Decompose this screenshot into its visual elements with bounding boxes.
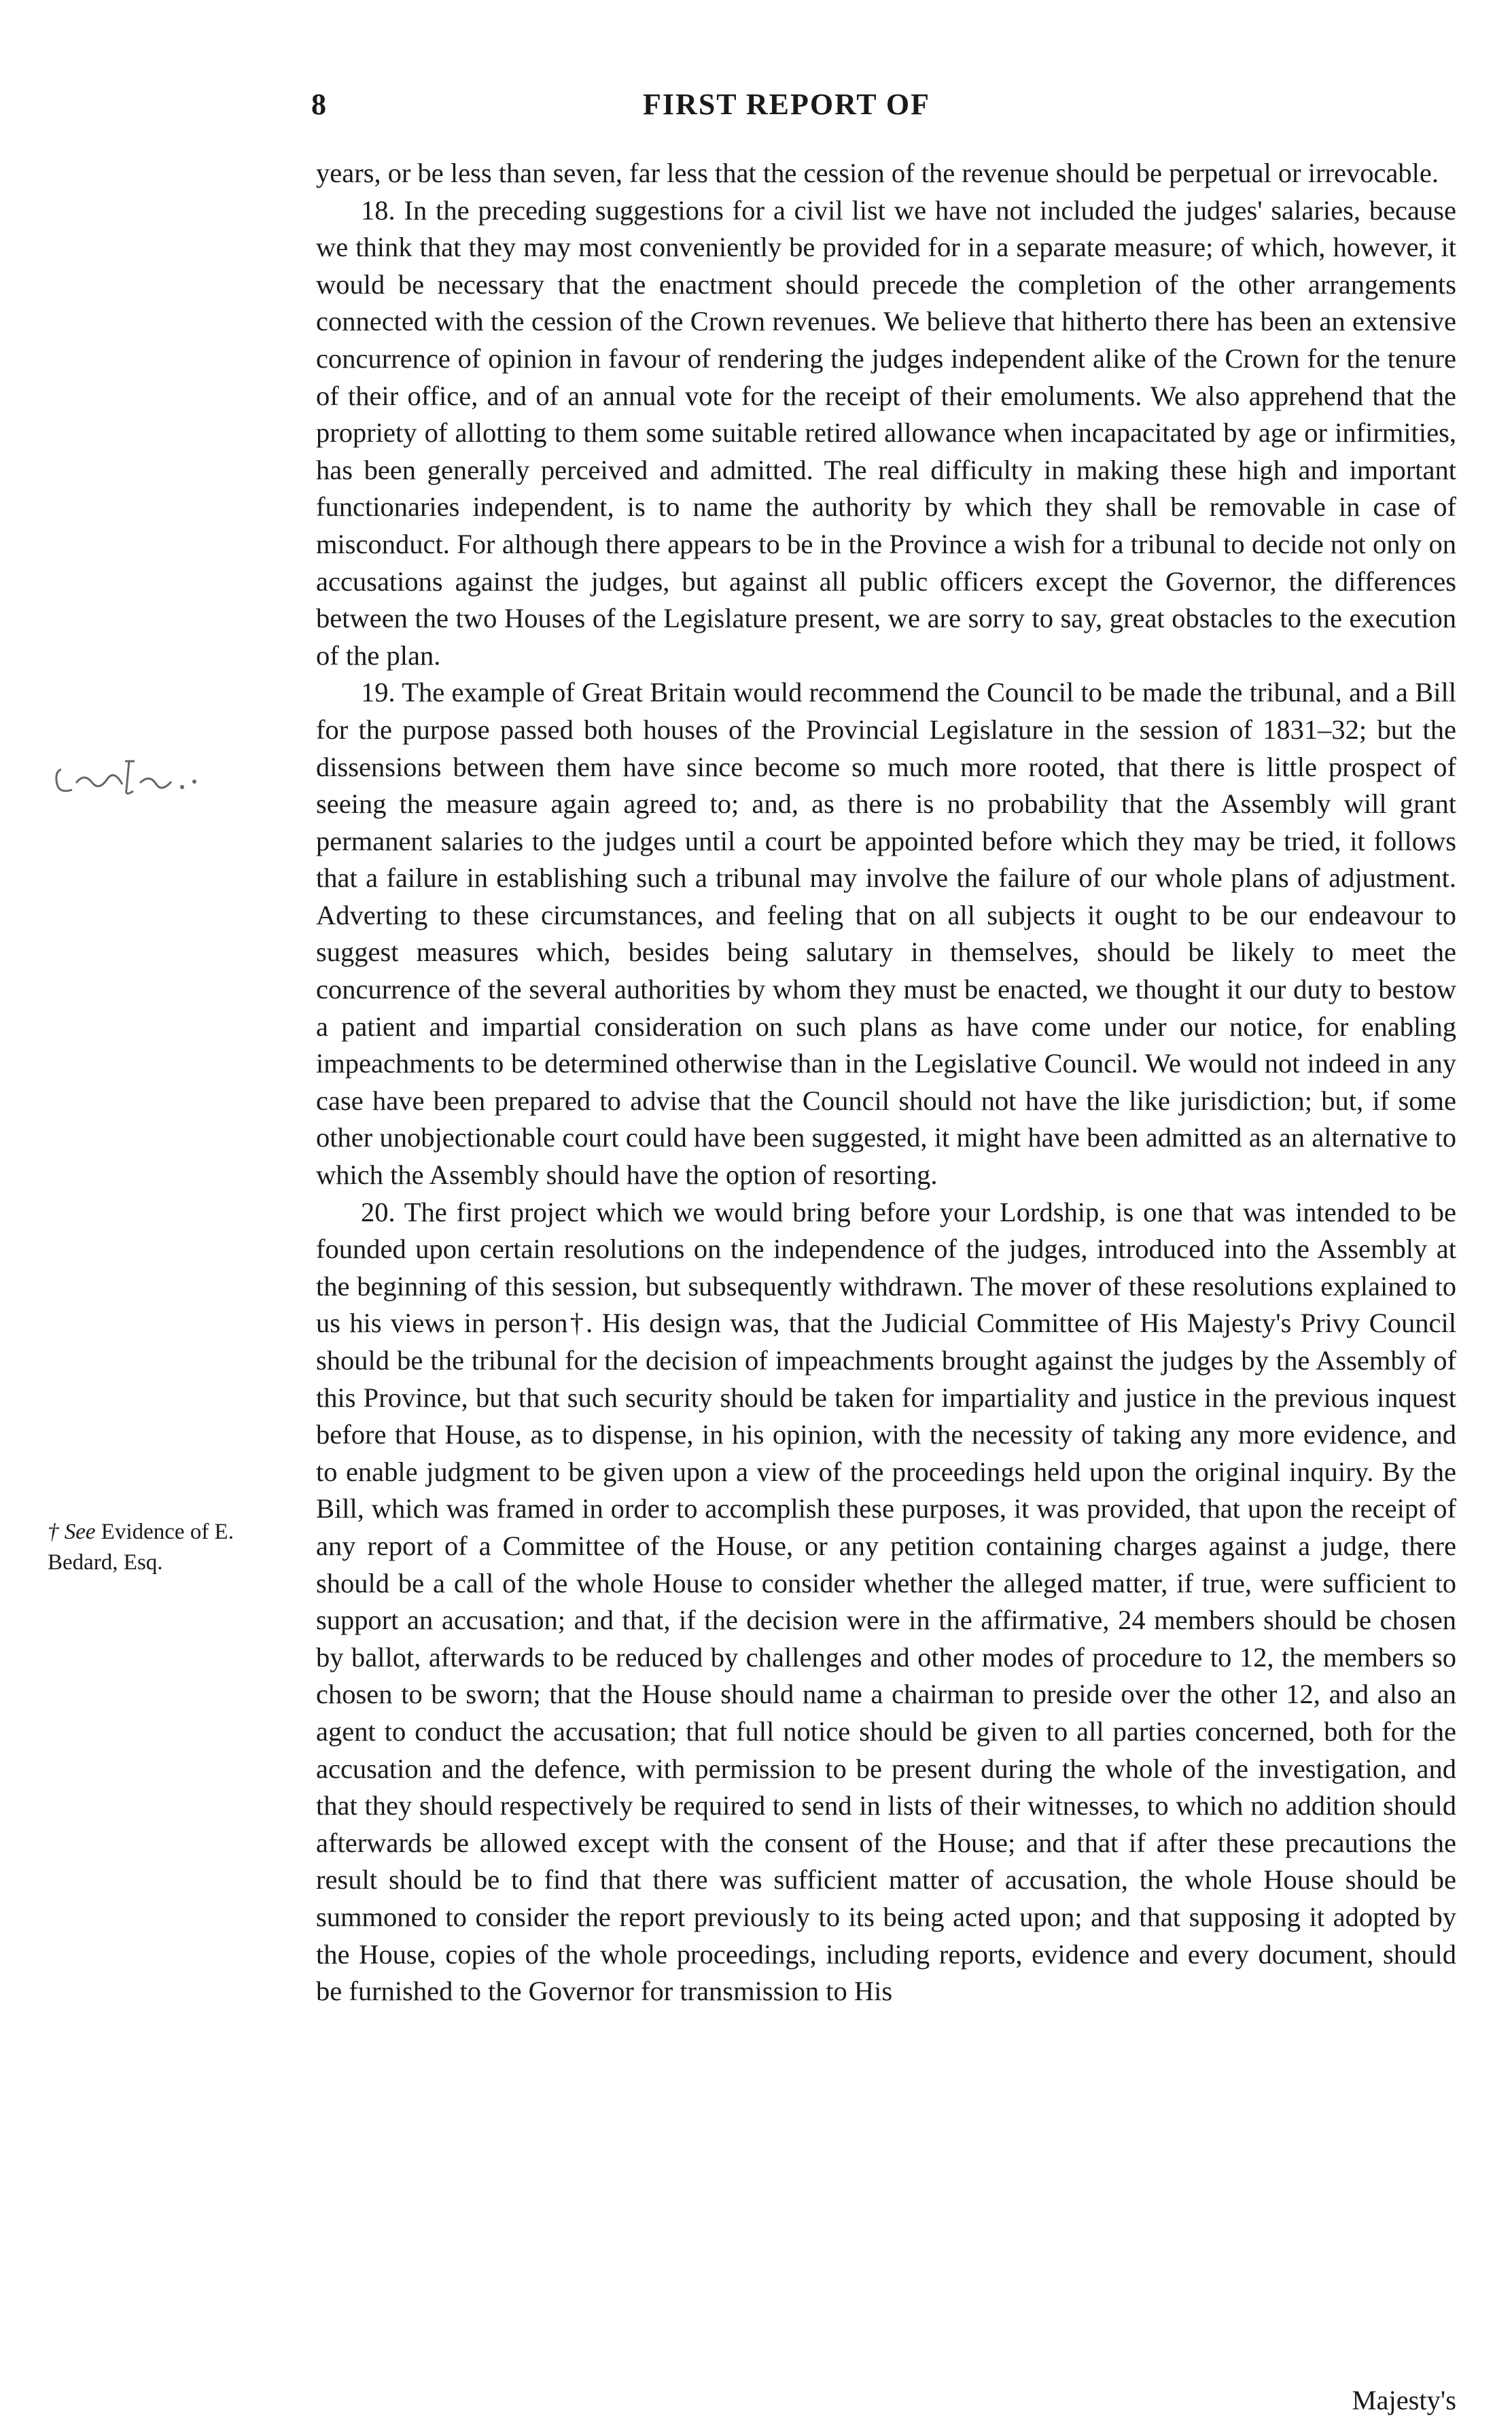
handwritten-annotation xyxy=(49,749,212,803)
paragraph-20: 20. The first project which we would bring before your Lordship, is one that was intended to be founded upon certain resolutions on the independence of the judges, introduced into the Assembly at the beginning of this session, but subsequently withdrawn. The mover of these resolutions explained to us his views in person†. His design was, that the Judicial Committee of His Majesty's Privy Council should be the tribunal for the decision of impeachments brought against the judges by the Assembly of this Province, but that such security should be taken for impartiality and justice in the previous inquest before that House, as to dispense, in his opinion, with the necessity of taking any more evidence, and to enable judgment to be given upon a view of the proceedings held upon the original inquiry. By the Bill, which was framed in order to accomplish these purposes, it was provided, that upon the receipt of any report of a Committee of the House, or any petition containing charges against a judge, there should be a call of the whole House to consider whether the alleged matter, if true, were sufficient to support an accusation; and that, if the decision were in the affirmative, 24 members should be chosen by ballot, afterwards to be reduced by challenges and other modes of procedure to 12, the members so chosen to be sworn; that the House should name a chairman to preside over the other 12, and also an agent to conduct the accusation; that full notice should be given to all parties concerned, both for the accusation and the defence, with permission to be present during the whole of the investigation, and that they should respectively be required to send in lists of their witnesses, to which no addition should afterwards be allowed except with the consent of the House; and that if after these precautions the result should be to find that there was sufficient matter of accusation, the whole House should be summoned to consider the report previously to its being acted upon; and that supposing it adopted by the House, copies of the whole proceedings, including reports, evidence and every document, should be furnished to the Governor for transmission to His xyxy=(316,1196,1456,2007)
page-number: 8 xyxy=(311,88,326,121)
marginal-note xyxy=(48,1517,292,1578)
running-title: FIRST REPORT OF xyxy=(643,88,930,121)
paragraph-continuation: years, or be less than seven, far less that the cession of the revenue should be perpetual or irrevocable. xyxy=(316,158,1439,188)
body-text xyxy=(316,155,1456,2010)
marginal-note-text: Evidence of E. Bedard, Esq. xyxy=(48,1520,234,1575)
catchword: Majesty's xyxy=(1352,2385,1456,2415)
paragraph-19: 19. The example of Great Britain would recommend the Council to be made the tribunal, and a Bill for the purpose passed both houses of the Provincial Legislature in the session of 1831–32; but the dissensions between them have since become so much more rooted, that there is little prospect of seeing the measure again agreed to; and, as there is no probability that the Assembly will grant permanent salaries to the judges until a court be appointed before which they may be tried, it follows that a failure in establishing such a tribunal may involve the failure of our whole plans of adjustment. Adverting to these circumstances, and feeling that on all subjects it ought to be our endeavour to suggest measures which, besides being salutary in themselves, should be likely to meet the concurrence of the several authorities by whom they must be enacted, we thought it our duty to bestow a patient and impartial consideration on such plans as have come under our notice, for enabling impeachments to be determined otherwise than in the Legislative Council. We would not indeed in any case have been prepared to advise that the Council should not have the like jurisdiction; but, if some other unobjectionable court could have been suggested, it might have been admitted as an alternative to which the Assembly should have the option of resorting. xyxy=(316,677,1456,1191)
paragraph-18: 18. In the preceding suggestions for a civil list we have not included the judges' salaries, because we think that they may most conveniently be provided for in a separate measure; of which, however, it would be necessary that the enactment should precede the completion of the other arrangements connected with the cession of the Crown revenues. We believe that hitherto there has been an extensive concurrence of opinion in favour of rendering the judges independent alike of the Crown for the tenure of their office, and of an annual vote for the receipt of their emoluments. We also apprehend that the propriety of allotting to them some suitable retired allowance when incapacitated by age or infirmities, has been generally perceived and admitted. The real difficulty in making these high and important functionaries independent, is to name the authority by which they shall be removable in case of misconduct. For although there appears to be in the Province a wish for a tribunal to decide not only on accusations against the judges, but against all public officers except the Governor, the differences between the two Houses of the Legislature present, we are sorry to say, great obstacles to the execution of the plan. xyxy=(316,194,1456,671)
marginal-note-lead: † See xyxy=(48,1520,96,1544)
